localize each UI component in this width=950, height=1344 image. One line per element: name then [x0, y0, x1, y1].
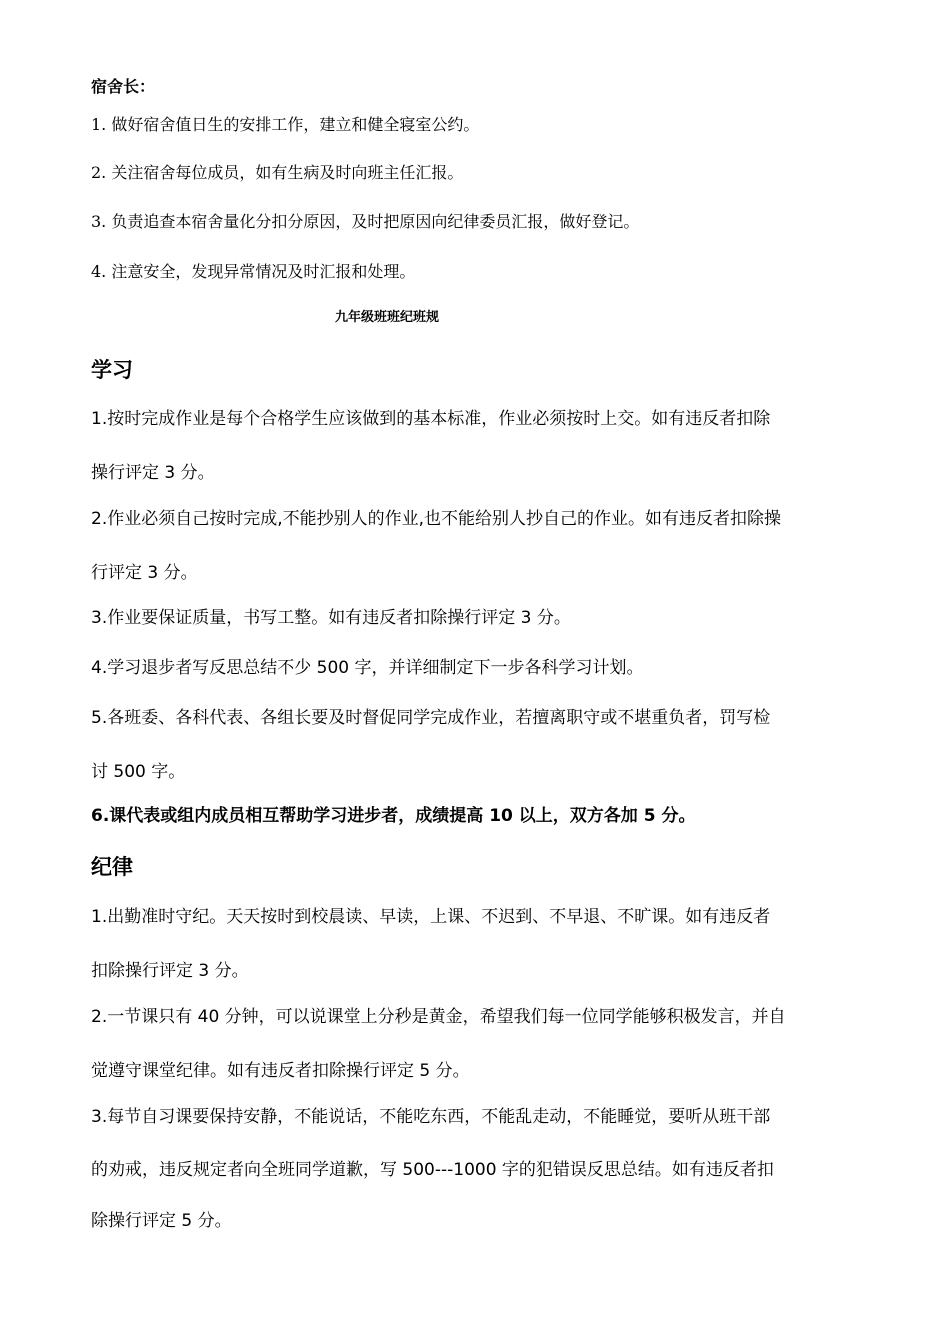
discipline-rule-line: 2.一节课只有 40 分钟，可以说课堂上分秒是黄金，希望我们每一位同学能够积极发言，并自 — [91, 1007, 786, 1027]
discipline-rule-line: 3.每节自习课要保持安静，不能说话，不能吃东西，不能乱走动，不能睡觉，要听从班干部 — [91, 1107, 771, 1127]
study-rule-line: 3.作业要保证质量，书写工整。如有违反者扣除操行评定 3 分。 — [91, 608, 571, 628]
study-rule-line: 行评定 3 分。 — [91, 563, 198, 583]
discipline-rule-line: 觉遵守课堂纪律。如有违反者扣除操行评定 5 分。 — [91, 1061, 470, 1081]
discipline-rule-line: 除操行评定 5 分。 — [91, 1211, 232, 1231]
study-rule-line: 5.各班委、各科代表、各组长要及时督促同学完成作业，若擅离职守或不堪重负者，罚写检 — [91, 708, 771, 728]
study-rule-line: 讨 500 字。 — [91, 762, 186, 782]
discipline-rule-line: 扣除操行评定 3 分。 — [91, 961, 249, 981]
study-rule-line: 1.按时完成作业是每个合格学生应该做到的基本标准，作业必须按时上交。如有违反者扣除 — [91, 409, 771, 429]
study-rule-line: 4.学习退步者写反思总结不少 500 字，并详细制定下一步各科学习计划。 — [91, 658, 644, 678]
discipline-rule-line: 的劝戒，违反规定者向全班同学道歉，写 500---1000 字的犯错误反思总结。如有违反者扣 — [91, 1160, 774, 1180]
section-heading-study: 学习 — [91, 358, 133, 382]
dorm-leader-item: 4. 注意安全，发现异常情况及时汇报和处理。 — [91, 262, 416, 281]
dorm-leader-item: 2. 关注宿舍每位成员，如有生病及时向班主任汇报。 — [91, 163, 464, 182]
section-heading-discipline: 纪律 — [91, 855, 133, 879]
discipline-rule-line: 1.出勤准时守纪。天天按时到校晨读、早读，上课、不迟到、不早退、不旷课。如有违反者 — [91, 907, 771, 927]
study-rule-line: 操行评定 3 分。 — [91, 463, 215, 483]
study-rule-line-bold: 6.课代表或组内成员相互帮助学习进步者，成绩提高 10 以上，双方各加 5 分。 — [91, 806, 696, 826]
dorm-leader-item: 1. 做好宿舍值日生的安排工作，建立和健全寝室公约。 — [91, 115, 480, 134]
document-title: 九年级班班纪班规 — [335, 310, 440, 325]
dorm-leader-item: 3. 负责追查本宿舍量化分扣分原因，及时把原因向纪律委员汇报，做好登记。 — [91, 212, 640, 231]
study-rule-line: 2.作业必须自己按时完成,不能抄别人的作业,也不能给别人抄自己的作业。如有违反者扣除操 — [91, 509, 782, 529]
dorm-leader-heading: 宿舍长： — [91, 77, 156, 96]
